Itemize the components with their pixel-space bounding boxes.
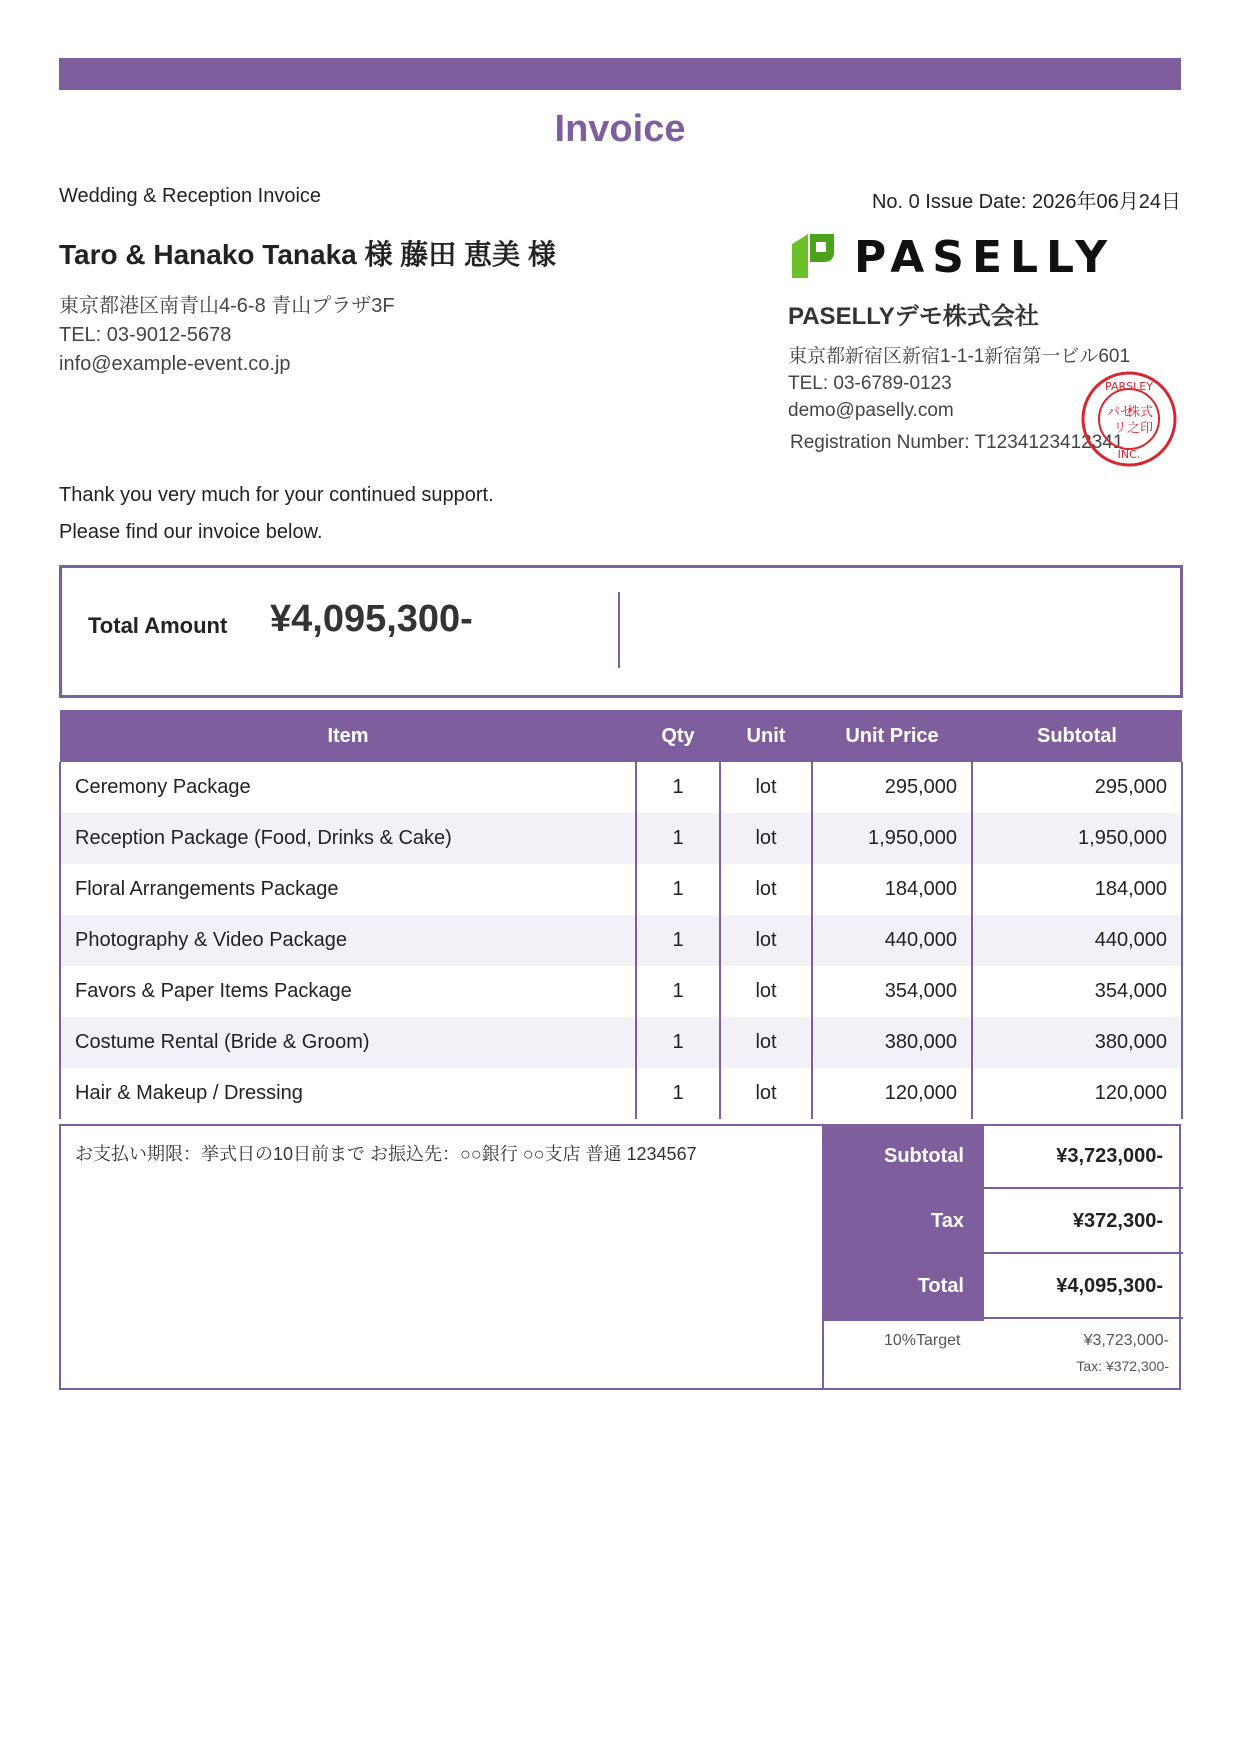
summary-tax-row	[824, 1191, 1183, 1256]
cell-unit-price: 1,950,000	[812, 813, 972, 864]
cell-qty: 1	[636, 813, 720, 864]
greeting-line-1: Thank you very much for your continued support.	[59, 484, 494, 506]
total-amount-value: ¥4,095,300-	[270, 598, 473, 640]
cell-unit-price: 120,000	[812, 1068, 972, 1119]
summary-tax-value: ¥372,300-	[984, 1191, 1183, 1254]
summary-total-value: ¥4,095,300-	[984, 1256, 1183, 1319]
cell-unit: lot	[720, 1068, 812, 1119]
table-row	[60, 813, 1182, 864]
document-title: Invoice	[554, 108, 686, 150]
table-row	[60, 1017, 1182, 1068]
svg-text:株式: 株式	[1126, 405, 1154, 420]
company-email: demo@paselly.com	[788, 400, 954, 421]
cell-qty: 1	[636, 915, 720, 966]
cell-item: Reception Package (Food, Drinks & Cake)	[60, 813, 636, 864]
greeting-line-2: Please find our invoice below.	[59, 521, 323, 543]
summary-total-label: Total	[824, 1256, 984, 1321]
column-header-unit: Unit	[720, 710, 812, 762]
total-amount-box	[59, 565, 1183, 698]
cell-unit-price: 380,000	[812, 1017, 972, 1068]
company-logo	[788, 230, 1116, 284]
cell-unit: lot	[720, 966, 812, 1017]
cell-unit: lot	[720, 762, 812, 813]
cell-qty: 1	[636, 966, 720, 1017]
cell-subtotal: 1,950,000	[972, 813, 1182, 864]
tax-target-tax: Tax: ¥372,300-	[1076, 1358, 1169, 1374]
cell-subtotal: 295,000	[972, 762, 1182, 813]
summary-tax-label: Tax	[824, 1191, 984, 1256]
cell-subtotal: 354,000	[972, 966, 1182, 1017]
company-name: PASELLYデモ株式会社	[788, 303, 1039, 330]
cell-subtotal: 380,000	[972, 1017, 1182, 1068]
cell-unit-price: 354,000	[812, 966, 972, 1017]
customer-tel: TEL: 03-9012-5678	[59, 324, 232, 346]
tax-target-value: ¥3,723,000-	[1083, 1332, 1169, 1349]
cell-qty: 1	[636, 864, 720, 915]
cell-unit-price: 184,000	[812, 864, 972, 915]
cell-unit: lot	[720, 915, 812, 966]
summary-subtotal-label: Subtotal	[824, 1126, 984, 1191]
logo-wordmark: PASELLY	[854, 232, 1116, 283]
column-header-item: Item	[60, 710, 636, 762]
svg-text:PARSLEY: PARSLEY	[1105, 380, 1153, 393]
customer-info	[59, 292, 395, 379]
cell-unit: lot	[720, 864, 812, 915]
line-items-table	[59, 710, 1183, 1119]
company-seal-stamp	[1080, 370, 1178, 468]
table-row	[60, 864, 1182, 915]
cell-subtotal: 120,000	[972, 1068, 1182, 1119]
invoice-footer	[59, 1124, 1181, 1390]
summary-subtotal-row	[824, 1126, 1183, 1191]
cell-subtotal: 184,000	[972, 864, 1182, 915]
summary-total-row	[824, 1256, 1183, 1321]
company-tel: TEL: 03-6789-0123	[788, 373, 952, 394]
svg-text:INC.: INC.	[1117, 448, 1141, 461]
cell-item: Favors & Paper Items Package	[60, 966, 636, 1017]
company-info	[788, 343, 1130, 424]
paselly-logo-icon	[788, 230, 838, 282]
cell-unit-price: 440,000	[812, 915, 972, 966]
header-accent-bar	[59, 58, 1181, 90]
summary-panel	[822, 1126, 1183, 1388]
table-row	[60, 966, 1182, 1017]
customer-email: info@example-event.co.jp	[59, 353, 291, 375]
cell-subtotal: 440,000	[972, 915, 1182, 966]
cell-qty: 1	[636, 1017, 720, 1068]
invoice-subtitle: Wedding & Reception Invoice	[59, 185, 322, 207]
column-header-subtotal: Subtotal	[972, 710, 1182, 762]
svg-text:パセ: パセ	[1106, 405, 1134, 420]
column-header-unit-price: Unit Price	[812, 710, 972, 762]
table-row	[60, 915, 1182, 966]
total-amount-label: Total Amount	[88, 613, 228, 638]
total-box-divider	[618, 592, 620, 668]
cell-item: Floral Arrangements Package	[60, 864, 636, 915]
cell-unit: lot	[720, 813, 812, 864]
customer-address: 東京都港区南青山4-6-8 青山プラザ3F	[59, 295, 395, 317]
tax-target-label: 10%Target	[884, 1332, 961, 1349]
cell-item: Ceremony Package	[60, 762, 636, 813]
payment-terms-note: お支払い期限：挙式日の10日前まで お振込先：○○銀行 ○○支店 普通 1234567	[75, 1144, 697, 1164]
summary-subtotal-value: ¥3,723,000-	[984, 1126, 1183, 1189]
cell-item: Photography & Video Package	[60, 915, 636, 966]
cell-qty: 1	[636, 1068, 720, 1119]
table-row	[60, 762, 1182, 813]
table-header-row	[60, 710, 1182, 762]
cell-qty: 1	[636, 762, 720, 813]
company-address: 東京都新宿区新宿1-1-1新宿第一ビル601	[788, 346, 1131, 367]
table-row	[60, 1068, 1182, 1119]
cell-unit-price: 295,000	[812, 762, 972, 813]
greeting-message	[59, 477, 494, 551]
column-header-qty: Qty	[636, 710, 720, 762]
cell-unit: lot	[720, 1017, 812, 1068]
svg-text:之印: 之印	[1126, 421, 1154, 436]
svg-text:リ: リ	[1113, 421, 1127, 436]
registration-number: Registration Number: T1234123412341	[790, 432, 1124, 453]
invoice-number-date: No. 0 Issue Date: 2026年06月24日	[871, 191, 1181, 213]
cell-item: Costume Rental (Bride & Groom)	[60, 1017, 636, 1068]
cell-item: Hair & Makeup / Dressing	[60, 1068, 636, 1119]
customer-name: Taro & Hanako Tanaka 様 藤田 恵美 様	[59, 239, 556, 270]
